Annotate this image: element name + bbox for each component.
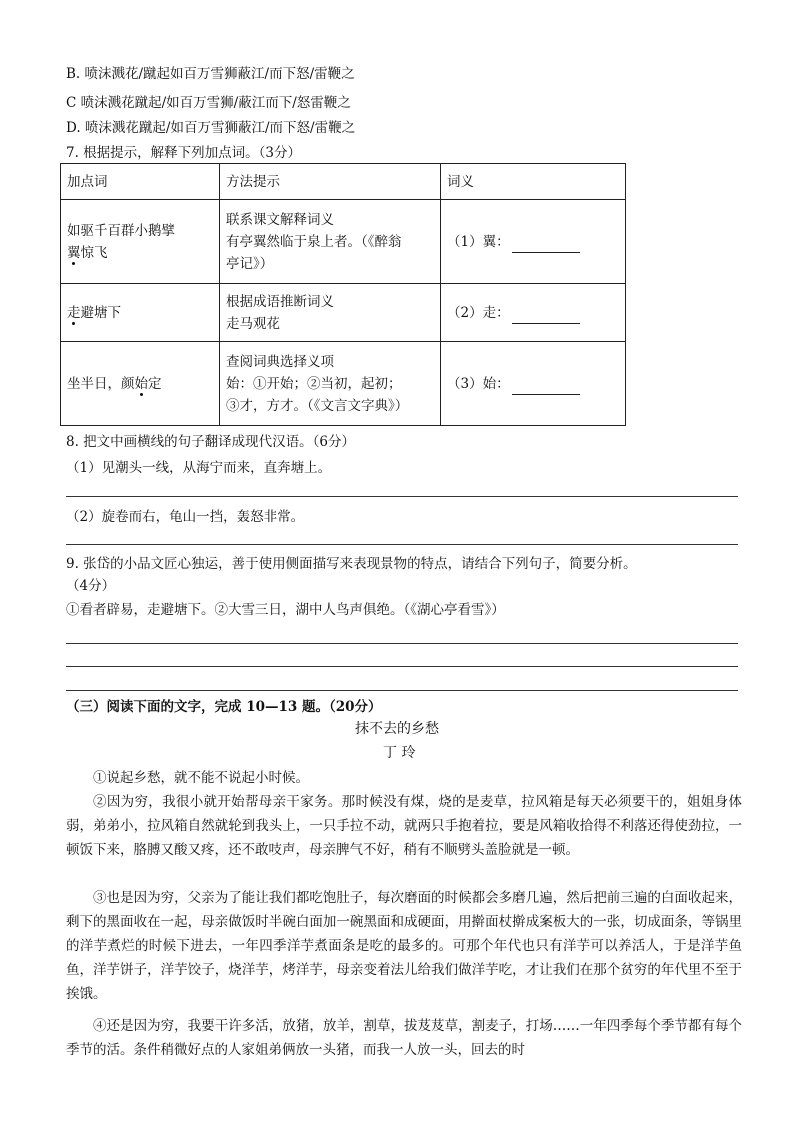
q9-points: （4分）: [66, 578, 116, 594]
q7-header-row: [61, 164, 626, 200]
q7-row-1: [61, 200, 626, 284]
option-b: B. 喷沫溅花/蹴起如百万雪狮蔽江/而下怒/雷鞭之: [66, 66, 355, 82]
q8-sentence-2: （2）旋卷而右，龟山一挡，轰怒非常。: [66, 509, 305, 525]
q7-row-1-word: 如驱千百群小鹅擘 翼惊飞: [61, 200, 220, 284]
q7-row-1-hint: 联系课文解释词义 有亭翼然临于泉上者。（《醉翁 亭记》）: [220, 200, 441, 284]
article-title: 抹不去的乡愁: [355, 721, 439, 737]
answer-line[interactable]: [66, 544, 738, 545]
answer-line[interactable]: [66, 666, 738, 667]
answer-blank: [512, 238, 580, 253]
option-c: C 喷沫溅花蹴起/如百万雪狮/蔽江而下/怒雷鞭之: [66, 95, 351, 111]
section-heading: （三）阅读下面的文字，完成 10—13 题。（20分）: [66, 699, 382, 715]
q7-row-1-dot-char: 翼: [67, 244, 81, 261]
q7-row-3-answer[interactable]: （3）始：: [441, 342, 626, 426]
answer-line[interactable]: [66, 643, 738, 644]
q7-header-word: 加点词: [61, 164, 220, 200]
q7-row-3-hint: 查阅词典选择义项 始：①开始；②当初，起初； ③才，方才。（《文言文字典》）: [220, 342, 441, 426]
q7-header-hint: 方法提示: [220, 164, 441, 200]
q7-row-1-answer[interactable]: （1）翼：: [441, 200, 626, 284]
paragraph-1: ①说起乡愁，就不能不说起小时候。: [93, 770, 309, 786]
q7-header-meaning: 词义: [441, 164, 626, 200]
q7-row-2: [61, 284, 626, 342]
answer-line[interactable]: [66, 496, 738, 497]
paragraph-2: ②因为穷，我很小就开始帮母亲干家务。那时候没有煤，烧的是麦草，拉风箱是每天必须要干的，姐姐身体弱，弟弟小，拉风箱自然就轮到我头上，一只手拉不动，就两只手抱着拉，要是风箱收拾得不利落还得使劲拉，一顿饭下来，胳膊又酸又疼，还不敢吱声，母亲脾气不好，稍有不顺劈头盖脸就是一顿。: [66, 794, 742, 858]
q7-table: [60, 163, 626, 426]
q9-sentences: ①看者辟易，走避塘下。②大雪三日，湖中人鸟声俱绝。（《湖心亭看雪》）: [66, 602, 505, 618]
q7-row-2-hint: 根据成语推断词义 走马观花: [220, 284, 441, 342]
q8-sentence-1: （1）见潮头一线，从海宁而来，直奔塘上。: [66, 460, 332, 476]
paragraph-3: ③也是因为穷，父亲为了能让我们都吃饱肚子，每次磨面的时候都会多磨几遍，然后把前三遍的白面收起来，剩下的黑面收在一起，母亲做饭时半碗白面加一碗黑面和成硬面，用擀面杖擀成案板大的一张，切成面条，等锅里的洋芋煮烂的时候下进去，一年四季洋芋煮面条是吃的最多的。可那个年代也只有洋芋可以养活人，于是洋芋鱼鱼，洋芋饼子，洋芋饺子，烧洋芋，烤洋芋，母亲变着法儿给我们做洋芋吃，才让我们在那个贫穷的年代里不至于挨饿。: [66, 890, 742, 1002]
q7-row-2-dot-char: 走: [67, 304, 81, 321]
option-d: D. 喷沫溅花蹴起/如百万雪狮蔽江/而下怒/雷鞭之: [66, 120, 356, 136]
q7-row-2-word: 走避塘下: [61, 284, 220, 342]
q7-row-3: [61, 342, 626, 426]
q7-title: 7. 根据提示，解释下列加点词。（3分）: [66, 145, 302, 161]
q7-row-3-word: 坐半日，颜始定: [61, 342, 220, 426]
answer-blank: [512, 380, 580, 395]
answer-blank: [512, 309, 580, 324]
q7-row-2-answer[interactable]: （2）走：: [441, 284, 626, 342]
paragraph-4: ④还是因为穷，我要干许多活，放猪，放羊，割草，拔芨芨草，割麦子，打场……一年四季每个季节都有每个季节的活。条件稍微好点的人家姐弟俩放一头猪，而我一人放一头，回去的时: [66, 1018, 742, 1058]
q7-row-3-dot-char: 始: [134, 375, 148, 392]
q8-title: 8. 把文中画横线的句子翻译成现代汉语。（6分）: [66, 434, 356, 450]
q9-title: 9. 张岱的小品文匠心独运，善于使用侧面描写来表现景物的特点，请结合下列句子，简要分析。: [66, 556, 637, 572]
answer-line[interactable]: [66, 690, 738, 691]
article-author: 丁 玲: [383, 745, 416, 761]
